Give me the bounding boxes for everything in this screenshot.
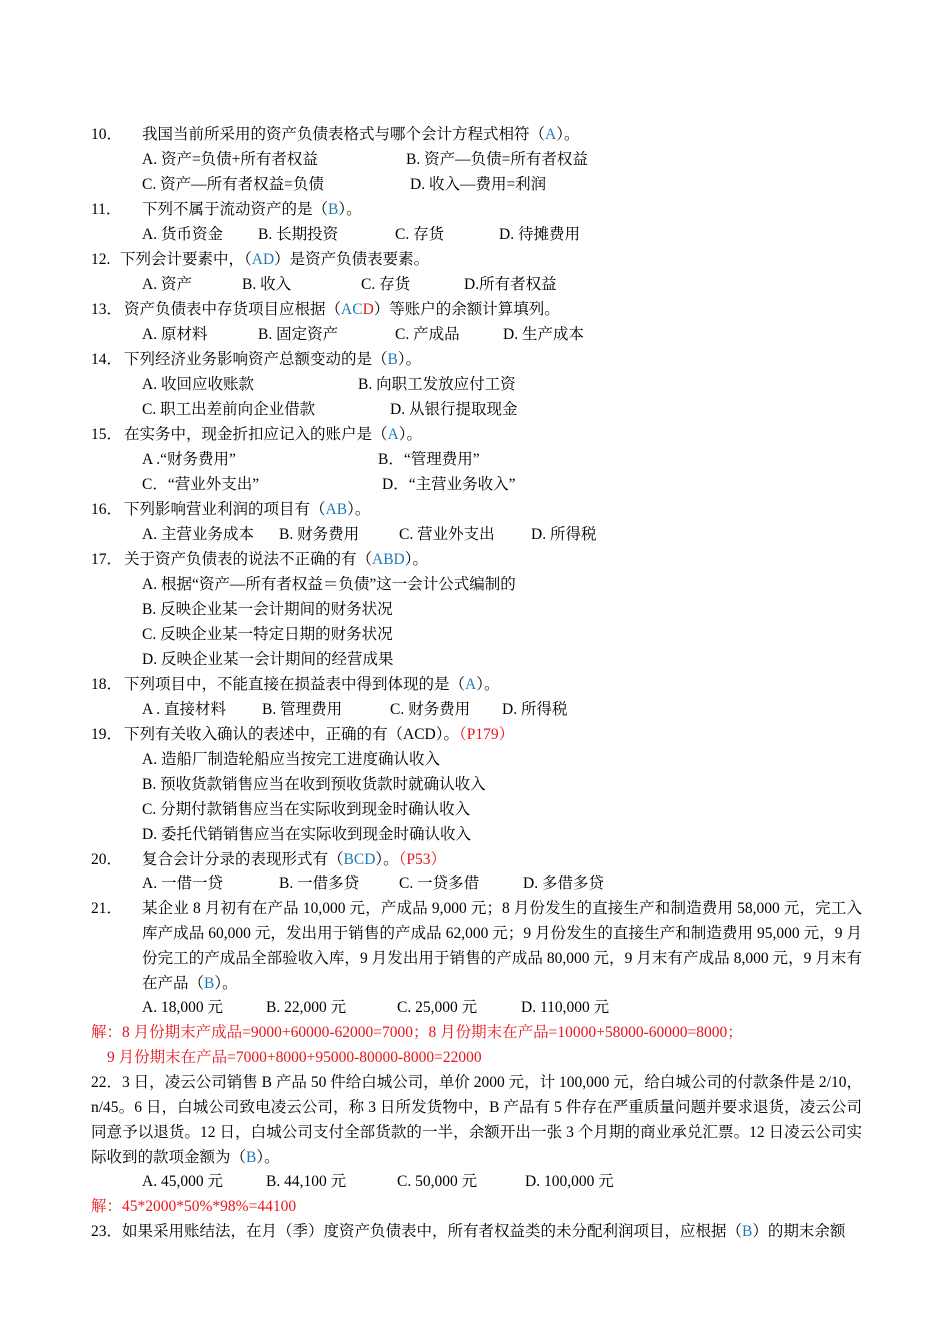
option-c: C. 存货 [395,226,445,243]
option-d: D. 从银行提取现金 [390,401,518,418]
option-b: B. 资产—负债=所有者权益 [406,151,588,168]
option-b: B. 长期投资 [258,226,339,243]
question-13-stem [91,297,560,322]
answer-text: B [742,1223,753,1240]
question-19-option-c: C. 分期付款销售应当在实际收到现金时确认收入 [142,801,471,818]
question-text: 资产负债表中存货项目应根据（ [124,301,342,318]
question-15-options-row-1 [142,447,480,472]
page-reference: （P179） [458,726,515,743]
question-text: 下列项目中，不能直接在损益表中得到体现的是（ [124,676,466,693]
option-b: B. 收入 [242,276,292,293]
question-21-stem [142,896,862,996]
option-c: C. 存货 [361,276,411,293]
question-10-options-row-1 [142,147,588,172]
option-d: D. 收入—费用=利润 [410,176,547,193]
option-c: C. 一贷多借 [399,875,480,892]
option-c: C．“营业外支出” [142,476,260,493]
question-22-options [142,1169,614,1194]
option-b: B. 一借多贷 [279,875,360,892]
answer-text: B [387,351,398,368]
question-17-option-d: D. 反映企业某一会计期间的经营成果 [142,651,394,668]
question-text: 关于资产负债表的说法不正确的有（ [124,551,373,568]
question-number: 19． [91,726,123,743]
option-a: A. 45,000 元 [142,1173,223,1190]
option-a: A. 18,000 元 [142,999,223,1016]
question-number: 11． [91,201,122,218]
question-text: ）是资产负债表要素。 [274,251,430,268]
question-20-options [142,871,604,896]
question-text: ）等账户的余额计算填列。 [373,301,560,318]
answer-text: AC [341,301,363,318]
question-text: 下列有关收入确认的表述中，正确的有（ACD）。 [124,726,459,743]
option-b: B. 财务费用 [279,526,360,543]
option-d: D.所有者权益 [464,276,557,293]
question-18-stem [91,672,499,697]
option-d: D. 待摊费用 [499,226,580,243]
option-d: D. 所得税 [531,526,597,543]
question-17-stem [91,547,428,572]
question-14-stem [91,347,421,372]
question-21-solution-line-1: 解：8 月份期末产成品=9000+60000-62000=7000；8 月份期末在产品=10000+58000-60000=8000； [91,1024,743,1041]
question-22-stem [91,1070,862,1170]
question-number: 15． [91,426,123,443]
question-number: 18． [91,676,123,693]
question-number: 13． [91,301,123,318]
question-number: 17． [91,551,123,568]
option-d: D．“主营业务收入” [382,476,516,493]
question-16-options [142,522,596,547]
question-21-number: 21． [91,900,123,917]
question-text: ）。 [347,501,371,518]
question-11-stem [91,197,362,222]
question-text: 3 日，凌云公司销售 B 产品 50 件给白城公司，单价 2000 元，计 100,000 元，给白城公司的付款条件是 2/10，n/45。6 日，白城公司致电凌云公司，称 3 日所发货物中，B 产品有 5 件存在严重质量问题并要求退货，凌云公司同意予以退货。12 日，白城公司支付全部货款的一半，余额开出一张 3 个月期的商业承兑汇票。12 日凌云公司实际收到的款项金额为（ [91,1074,862,1166]
question-text: ）。 [214,975,238,992]
option-c: C. 25,000 元 [397,999,478,1016]
question-17-option-a: A. 根据“资产—所有者权益＝负债”这一会计公式编制的 [142,576,516,593]
question-21-options [142,995,609,1020]
question-text: ）。 [256,1149,280,1166]
question-14-options-row-2 [142,397,517,422]
question-19-option-b: B. 预收货款销售应当在收到预收货款时就确认收入 [142,776,486,793]
option-d: D. 100,000 元 [525,1173,614,1190]
answer-text: AD [251,251,275,268]
option-a: A .“财务费用” [142,451,236,468]
question-text: ）。 [397,351,422,368]
question-16-stem [91,497,370,522]
question-number: 10． [91,126,123,143]
question-22-solution: 解：45*2000*50%*98%=44100 [91,1198,297,1215]
answer-text: AB [325,501,348,518]
question-number: 20． [91,851,123,868]
question-17-option-c: C. 反映企业某一特定日期的财务状况 [142,626,393,643]
option-b: B. 22,000 元 [266,999,347,1016]
question-10-stem [91,122,579,147]
question-text: ）。 [476,676,500,693]
option-a: A. 一借一贷 [142,875,223,892]
question-text: 下列会计要素中，（ [120,251,252,268]
option-b: B．“管理费用” [378,451,480,468]
answer-text: A [387,426,399,443]
option-a: A. 货币资金 [142,226,223,243]
option-c: C. 营业外支出 [399,526,495,543]
question-text: ）。 [556,126,580,143]
question-19-stem [91,722,514,747]
question-13-options [142,322,584,347]
option-d: D. 110,000 元 [521,999,610,1016]
question-number: 16． [91,501,123,518]
option-a: A. 原材料 [142,326,208,343]
question-18-options [142,697,567,722]
question-text: 下列经济业务影响资产总额变动的是（ [124,351,388,368]
question-text: 某企业 8 月初有在产品 10,000 元，产成品 9,000 元；8 月份发生的直接生产和制造费用 58,000 元，完工入库产成品 60,000 元，发出用于销售的产成品 62,000 元；9 月份发生的直接生产和制造费用 95,000 元，9 月份完工的产成品全部验收入库，9 月发出用于销售的产成品 80,000 元，9 月末有产成品 8,000 元，9 月末有在产品（ [142,900,862,992]
question-23-stem [91,1219,845,1244]
question-text: ）。 [398,426,422,443]
question-12-options [142,272,557,297]
answer-text-red: D [362,301,374,318]
question-10-options-row-2 [142,172,546,197]
question-14-options-row-1 [142,372,516,397]
option-b: B. 管理费用 [262,701,343,718]
option-a: A. 收回应收账款 [142,376,254,393]
answer-text: A [545,126,557,143]
question-number: 23． [91,1223,123,1240]
option-d: D. 多借多贷 [523,875,604,892]
answer-text: B [328,201,339,218]
answer-text: B [204,975,215,992]
question-20-stem [91,847,446,872]
answer-text: B [246,1149,257,1166]
option-c: C. 财务费用 [390,701,471,718]
page-reference: （P53） [398,851,447,868]
option-b: B. 固定资产 [258,326,339,343]
question-number: 22． [91,1074,123,1091]
question-15-stem [91,422,422,447]
option-b: B. 44,100 元 [266,1173,347,1190]
question-text: 复合会计分录的表现形式有（ [142,851,344,868]
option-b: B. 向职工发放应付工资 [358,376,516,393]
question-15-options-row-2 [142,472,515,497]
question-text: ）。 [375,851,399,868]
question-12-stem [91,247,429,272]
question-text: ）。 [404,551,429,568]
answer-text: BCD [343,851,376,868]
option-d: D. 生产成本 [503,326,584,343]
question-number: 12. [91,251,111,268]
question-text: ）的期末余额 [752,1223,846,1240]
question-17-option-b: B. 反映企业某一会计期间的财务状况 [142,601,393,618]
option-c: C. 产成品 [395,326,460,343]
option-c: C. 50,000 元 [397,1173,478,1190]
question-19-option-d: D. 委托代销销售应当在实际收到现金时确认收入 [142,826,471,843]
question-text: 下列不属于流动资产的是（ [142,201,329,218]
option-a: A. 主营业务成本 [142,526,254,543]
question-19-option-a: A. 造船厂制造轮船应当按完工进度确认收入 [142,751,440,768]
question-text: 如果采用账结法，在月（季）度资产负债表中，所有者权益类的未分配利润项目，应根据（ [122,1223,743,1240]
option-a: A . 直接材料 [142,701,226,718]
question-text: 我国当前所采用的资产负债表格式与哪个会计方程式相符（ [142,126,546,143]
option-a: A. 资产=负债+所有者权益 [142,151,318,168]
answer-text: A [465,676,477,693]
question-text: 在实务中，现金折扣应记入的账户是（ [124,426,388,443]
option-c: C. 资产—所有者权益=负债 [142,176,324,193]
question-11-options [142,222,580,247]
question-21-solution-line-2: 9 月份期末在产品=7000+8000+95000-80000-8000=22000 [107,1049,482,1066]
question-number: 14． [91,351,123,368]
option-c: C. 职工出差前向企业借款 [142,401,316,418]
question-text: ）。 [338,201,362,218]
option-d: D. 所得税 [502,701,568,718]
answer-text: ABD [372,551,405,568]
question-text: 下列影响营业利润的项目有（ [124,501,326,518]
option-a: A. 资产 [142,276,192,293]
